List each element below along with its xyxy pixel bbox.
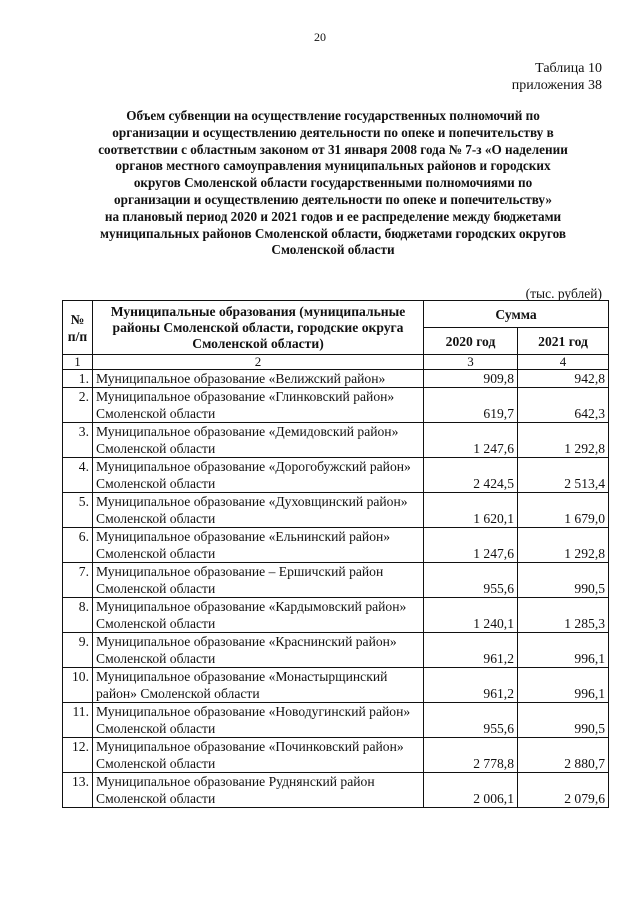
table-row — [63, 738, 609, 773]
table-row — [63, 563, 609, 598]
municipality-name: Муниципальное образование «Кардымовский район» Смоленской области — [93, 598, 424, 633]
table-row — [63, 423, 609, 458]
row-number: 6. — [63, 528, 93, 563]
row-number: 8. — [63, 598, 93, 633]
value-2021: 996,1 — [518, 633, 609, 668]
header-year-2020: 2020 год — [424, 328, 518, 355]
header-year-2021: 2021 год — [518, 328, 609, 355]
municipality-name: Муниципальное образование «Краснинский район» Смоленской области — [93, 633, 424, 668]
value-2020: 1 247,6 — [424, 423, 518, 458]
value-2021: 1 679,0 — [518, 493, 609, 528]
table-row — [63, 668, 609, 703]
subvention-table — [62, 300, 609, 808]
title-line: соответствии с областным законом от 31 января 2008 года № 7-з «О наделении — [98, 141, 568, 157]
document-title — [58, 108, 608, 259]
value-2021: 2 513,4 — [518, 458, 609, 493]
header-number: № п/п — [63, 301, 93, 355]
row-number: 1. — [63, 370, 93, 388]
appendix-reference: приложения 38 — [511, 78, 602, 93]
value-2021: 2 880,7 — [518, 738, 609, 773]
index-cell: 3 — [424, 355, 518, 370]
table-row — [63, 773, 609, 808]
page-number: 20 — [314, 30, 326, 44]
municipality-name: Муниципальное образование – Ершичский район Смоленской области — [93, 563, 424, 598]
table-row — [63, 493, 609, 528]
municipality-name: Муниципальное образование Руднянский район Смоленской области — [93, 773, 424, 808]
table-number: Таблица 10 — [535, 61, 602, 76]
municipality-name: Муниципальное образование «Ельнинский район» Смоленской области — [93, 528, 424, 563]
row-number: 3. — [63, 423, 93, 458]
table-row — [63, 528, 609, 563]
title-line: округов Смоленской области государственными полномочиями по — [133, 175, 533, 191]
row-number: 9. — [63, 633, 93, 668]
row-number: 5. — [63, 493, 93, 528]
municipality-name: Муниципальное образование «Велижский район» — [93, 370, 424, 388]
row-number: 7. — [63, 563, 93, 598]
row-number: 2. — [63, 388, 93, 423]
value-2020: 961,2 — [424, 633, 518, 668]
row-number: 10. — [63, 668, 93, 703]
value-2021: 990,5 — [518, 563, 609, 598]
title-line: Объем субвенции на осуществление государственных полномочий по — [126, 108, 540, 123]
title-line: муниципальных районов Смоленской области, бюджетами городских округов — [100, 225, 566, 241]
value-2021: 642,3 — [518, 388, 609, 423]
row-number: 12. — [63, 738, 93, 773]
title-line: органов местного самоуправления муниципальных районов и городских — [115, 158, 551, 174]
value-2020: 1 240,1 — [424, 598, 518, 633]
table-row — [63, 388, 609, 423]
table-row — [63, 370, 609, 388]
column-index-row — [63, 355, 609, 370]
units-label: (тыс. рублей) — [525, 286, 602, 301]
value-2021: 990,5 — [518, 703, 609, 738]
value-2020: 619,7 — [424, 388, 518, 423]
municipality-name: Муниципальное образование «Глинковский район» Смоленской области — [93, 388, 424, 423]
header-row — [63, 301, 609, 328]
value-2021: 996,1 — [518, 668, 609, 703]
value-2020: 2 006,1 — [424, 773, 518, 808]
municipality-name: Муниципальное образование «Починковский район» Смоленской области — [93, 738, 424, 773]
header-municipality: Муниципальные образования (муниципальные районы Смоленской области, городские округа Смоленской области) — [93, 301, 424, 355]
value-2021: 2 079,6 — [518, 773, 609, 808]
header-sum: Сумма — [424, 301, 609, 328]
value-2020: 955,6 — [424, 703, 518, 738]
value-2020: 1 247,6 — [424, 528, 518, 563]
value-2020: 955,6 — [424, 563, 518, 598]
value-2021: 1 292,8 — [518, 423, 609, 458]
row-number: 11. — [63, 703, 93, 738]
municipality-name: Муниципальное образование «Духовщинский район» Смоленской области — [93, 493, 424, 528]
value-2020: 2 778,8 — [424, 738, 518, 773]
table-label — [512, 60, 602, 94]
index-cell: 4 — [518, 355, 609, 370]
table-row — [63, 458, 609, 493]
municipality-name: Муниципальное образование «Демидовский район» Смоленской области — [93, 423, 424, 458]
table-row — [63, 598, 609, 633]
row-number: 4. — [63, 458, 93, 493]
title-line: Смоленской области — [271, 242, 395, 258]
value-2021: 1 292,8 — [518, 528, 609, 563]
municipality-name: Муниципальное образование «Новодугинский район» Смоленской области — [93, 703, 424, 738]
row-number: 13. — [63, 773, 93, 808]
title-line: организации и осуществлению деятельности по опеке и попечительству» — [114, 191, 552, 207]
value-2020: 1 620,1 — [424, 493, 518, 528]
value-2020: 961,2 — [424, 668, 518, 703]
value-2021: 1 285,3 — [518, 598, 609, 633]
title-line: на плановый период 2020 и 2021 годов и ее распределение между бюджетами — [104, 208, 562, 224]
title-line: организации и осуществлению деятельности по опеке и попечительству в — [112, 124, 554, 140]
value-2020: 909,8 — [424, 370, 518, 388]
table-row — [63, 703, 609, 738]
index-cell: 2 — [93, 355, 424, 370]
municipality-name: Муниципальное образование «Дорогобужский район» Смоленской области — [93, 458, 424, 493]
table-row — [63, 633, 609, 668]
value-2020: 2 424,5 — [424, 458, 518, 493]
index-cell: 1 — [63, 355, 93, 370]
municipality-name: Муниципальное образование «Монастырщинский район» Смоленской области — [93, 668, 424, 703]
value-2021: 942,8 — [518, 370, 609, 388]
